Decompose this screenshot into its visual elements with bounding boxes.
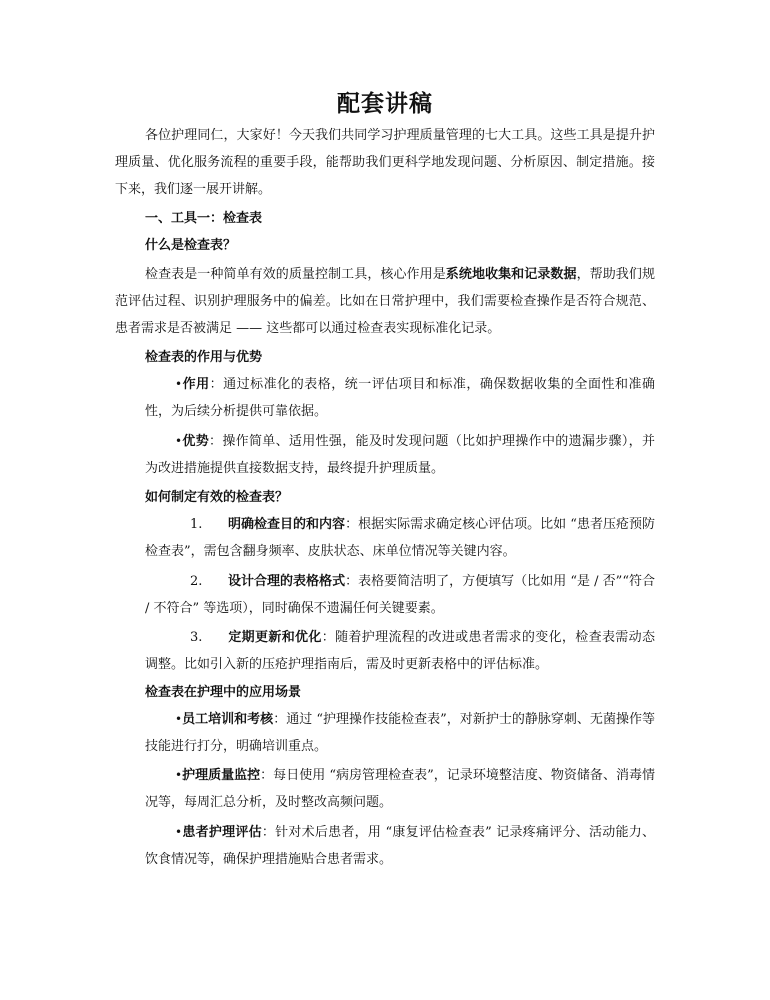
list-item-label: 优势 (182, 434, 210, 449)
numbered-step-1 (145, 511, 655, 565)
step-text: ：表格要简洁明了，方便填写（比如用 “是 / 否”“符合 / 不符合” 等选项），同时确保不遗漏任何关键要素。 (145, 574, 655, 616)
list-item-quality-monitoring (145, 762, 655, 816)
list-item-label: 护理质量监控 (182, 768, 261, 783)
intro-paragraph: 各位护理同仁，大家好！今天我们共同学习护理质量管理的七大工具。这些工具是提升护理质量、优化服务流程的重要手段，能帮助我们更科学地发现问题、分析原因、制定措施。接下来，我们逐一展开讲解。 (115, 128, 655, 197)
list-item-label: 作用 (182, 377, 210, 392)
bullet-icon: • (175, 768, 183, 782)
step-number: 1. (190, 517, 203, 532)
step-text: ：随着护理流程的改进或患者需求的变化，检查表需动态调整。比如引入新的压疮护理指南后，需及时更新表格中的评估标准。 (145, 630, 655, 672)
bullet-icon: • (175, 377, 183, 391)
list-item-label: 员工培训和考核 (182, 712, 274, 727)
definition-text-emphasis: 系统地收集和记录数据 (445, 267, 577, 282)
step-text: ：根据实际需求确定核心评估项。比如 “患者压疮预防检查表”，需包含翻身频率、皮肤状态、床单位情况等关键内容。 (145, 517, 655, 559)
list-item-text: ：操作简单、适用性强，能及时发现问题（比如护理操作中的遗漏步骤），并为改进措施提供直接数据支持，最终提升护理质量。 (145, 434, 655, 476)
definition-text-before: 检查表是一种简单有效的质量控制工具，核心作用是 (145, 267, 446, 282)
list-item-advantage (145, 428, 655, 482)
list-item-text: ：通过 “护理操作技能检查表”，对新护士的静脉穿刺、无菌操作等技能进行打分，明确培训重点。 (145, 712, 655, 754)
bullet-icon: • (175, 434, 183, 448)
list-item-staff-training (145, 706, 655, 760)
numbered-step-2 (145, 568, 655, 622)
step-label: 设计合理的表格格式 (228, 574, 346, 589)
subheading-applications: 检查表在护理中的应用场景 (145, 685, 302, 700)
list-item-patient-assessment (145, 819, 655, 873)
subheading-how-to-make: 如何制定有效的检查表？ (145, 490, 289, 505)
page-title: 配套讲稿 (337, 90, 433, 117)
subheading-roles-advantages: 检查表的作用与优势 (145, 350, 263, 365)
list-item-label: 患者护理评估 (182, 825, 262, 840)
step-number: 3. (190, 630, 203, 645)
step-label: 定期更新和优化 (228, 630, 322, 645)
definition-text-after: ，帮助我们规范评估过程、识别护理服务中的偏差。比如在日常护理中，我们需要检查操作是否符合规范、患者需求是否被满足 —— 这些都可以通过检查表实现标准化记录。 (115, 267, 655, 336)
list-item-text: ：每日使用 “病房管理检查表”，记录环境整洁度、物资储备、消毒情况等，每周汇总分析，及时整改高频问题。 (145, 768, 655, 810)
list-item-role (145, 371, 655, 425)
list-item-text: ：针对术后患者，用 “康复评估检查表” 记录疼痛评分、活动能力、饮食情况等，确保护理措施贴合患者需求。 (145, 825, 655, 867)
bullet-icon: • (175, 825, 183, 839)
checklist-definition-paragraph (115, 261, 655, 342)
subheading-what-is-checklist: 什么是检查表？ (145, 238, 237, 253)
step-label: 明确检查目的和内容 (228, 517, 346, 532)
section-heading-tool-one: 一、工具一：检查表 (145, 211, 263, 226)
step-number: 2. (190, 574, 203, 589)
list-item-text: ：通过标准化的表格，统一评估项目和标准，确保数据收集的全面性和准确性，为后续分析提供可靠依据。 (145, 377, 655, 419)
bullet-icon: • (175, 712, 183, 726)
numbered-step-3 (145, 624, 655, 678)
